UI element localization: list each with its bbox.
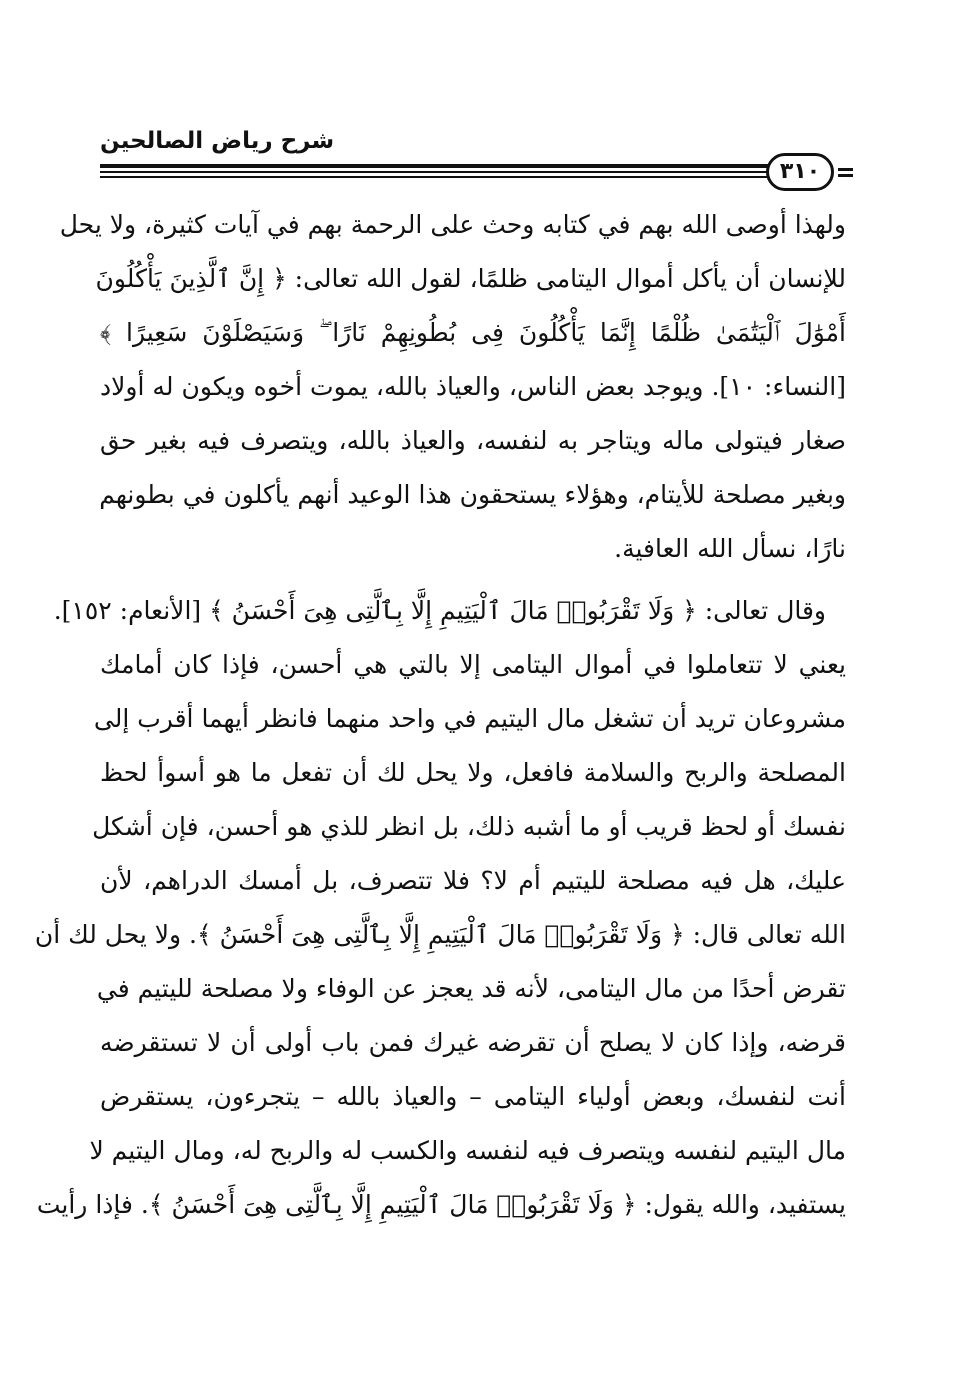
body-text bbox=[34, 198, 846, 1232]
text-line: صغار فيتولى ماله ويتاجر به لنفسه، والعياذ بالله، ويتصرف فيه بغير حق bbox=[100, 426, 846, 455]
text-line: مال اليتيم لنفسه ويتصرف فيه لنفسه والكسب له والربح له، ومال اليتيم لا bbox=[89, 1136, 846, 1165]
page-number-mark bbox=[838, 174, 853, 177]
page-number-mark bbox=[838, 168, 853, 171]
text-line: ولهذا أوصى الله بهم في كتابه وحث على الرحمة بهم في آيات كثيرة، ولا يحل bbox=[59, 210, 846, 239]
text-line: أنت لنفسك، وبعض أولياء اليتامى – والعياذ بالله – يتجرءون، يستقرض bbox=[100, 1082, 846, 1111]
text-line: للإنسان أن يأكل أموال اليتامى ظلمًا، لقول الله تعالى: ﴿ إِنَّ ٱلَّذِينَ يَأْكُلُونَ bbox=[95, 264, 846, 293]
text-line: المصلحة والربح والسلامة فافعل، ولا يحل لك أن تفعل ما هو أسوأ لحظ bbox=[100, 758, 846, 787]
text-line: نارًا، نسأل الله العافية. bbox=[614, 534, 846, 563]
text-line: يستفيد، والله يقول: ﴿ وَلَا تَقْرَبُوا۟ مَالَ ٱلْيَتِيمِ إِلَّا بِٱلَّتِى هِىَ أَحْسَنُ ﴾. فإذا رأيت bbox=[36, 1190, 846, 1219]
running-title: شرح رياض الصالحين bbox=[100, 128, 335, 154]
header-rule-thick bbox=[100, 164, 768, 168]
page-number: ٣١٠ bbox=[766, 153, 834, 191]
text-line: الله تعالى قال: ﴿ وَلَا تَقْرَبُوا۟ مَالَ ٱلْيَتِيمِ إِلَّا بِٱلَّتِى هِىَ أَحْسَنُ ﴾. ولا يحل لك أن bbox=[34, 920, 846, 949]
text-line: قرضه، وإذا كان لا يصلح أن تقرضه غيرك فمن باب أولى أن لا تستقرضه bbox=[100, 1028, 846, 1057]
quran-verse-line: وقال تعالى: ﴿ وَلَا تَقْرَبُوا۟ مَالَ ٱلْيَتِيمِ إِلَّا بِٱلَّتِى هِىَ أَحْسَنُ ﴾ [الأنعام: ١٥٢]. bbox=[53, 596, 826, 625]
text-line: عليك، هل فيه مصلحة لليتيم أم لا؟ فلا تتصرف، بل أمسك الدراهم، لأن bbox=[100, 866, 846, 895]
text-line: يعني لا تتعاملوا في أموال اليتامى إلا بالتي هي أحسن، فإذا كان أمامك bbox=[100, 650, 846, 679]
header-rule-thin bbox=[100, 176, 768, 178]
text-line: تقرض أحدًا من مال اليتامى، لأنه قد يعجز عن الوفاء ولا مصلحة لليتيم في bbox=[96, 974, 846, 1003]
text-line: مشروعان تريد أن تشغل مال اليتيم في واحد منهما فانظر أيهما أقرب إلى bbox=[93, 704, 846, 733]
quran-verse-line: أَمْوَٰلَ ٱلْيَتَٰمَىٰ ظُلْمًا إِنَّمَا يَأْكُلُونَ فِى بُطُونِهِمْ نَارًا ۖ وَسَيَصْلَوْنَ سَعِيرًا ﴾ bbox=[100, 318, 846, 347]
text-line: وبغير مصلحة للأيتام، وهؤلاء يستحقون هذا الوعيد أنهم يأكلون في بطونهم bbox=[99, 480, 846, 509]
header-rule-middle bbox=[100, 171, 768, 173]
text-line: نفسك أو لحظ قريب أو ما أشبه ذلك، بل انظر للذي هو أحسن، فإن أشكل bbox=[92, 812, 846, 841]
text-line: [النساء: ١٠]. ويوجد بعض الناس، والعياذ بالله، يموت أخوه ويكون له أولاد bbox=[100, 372, 846, 401]
